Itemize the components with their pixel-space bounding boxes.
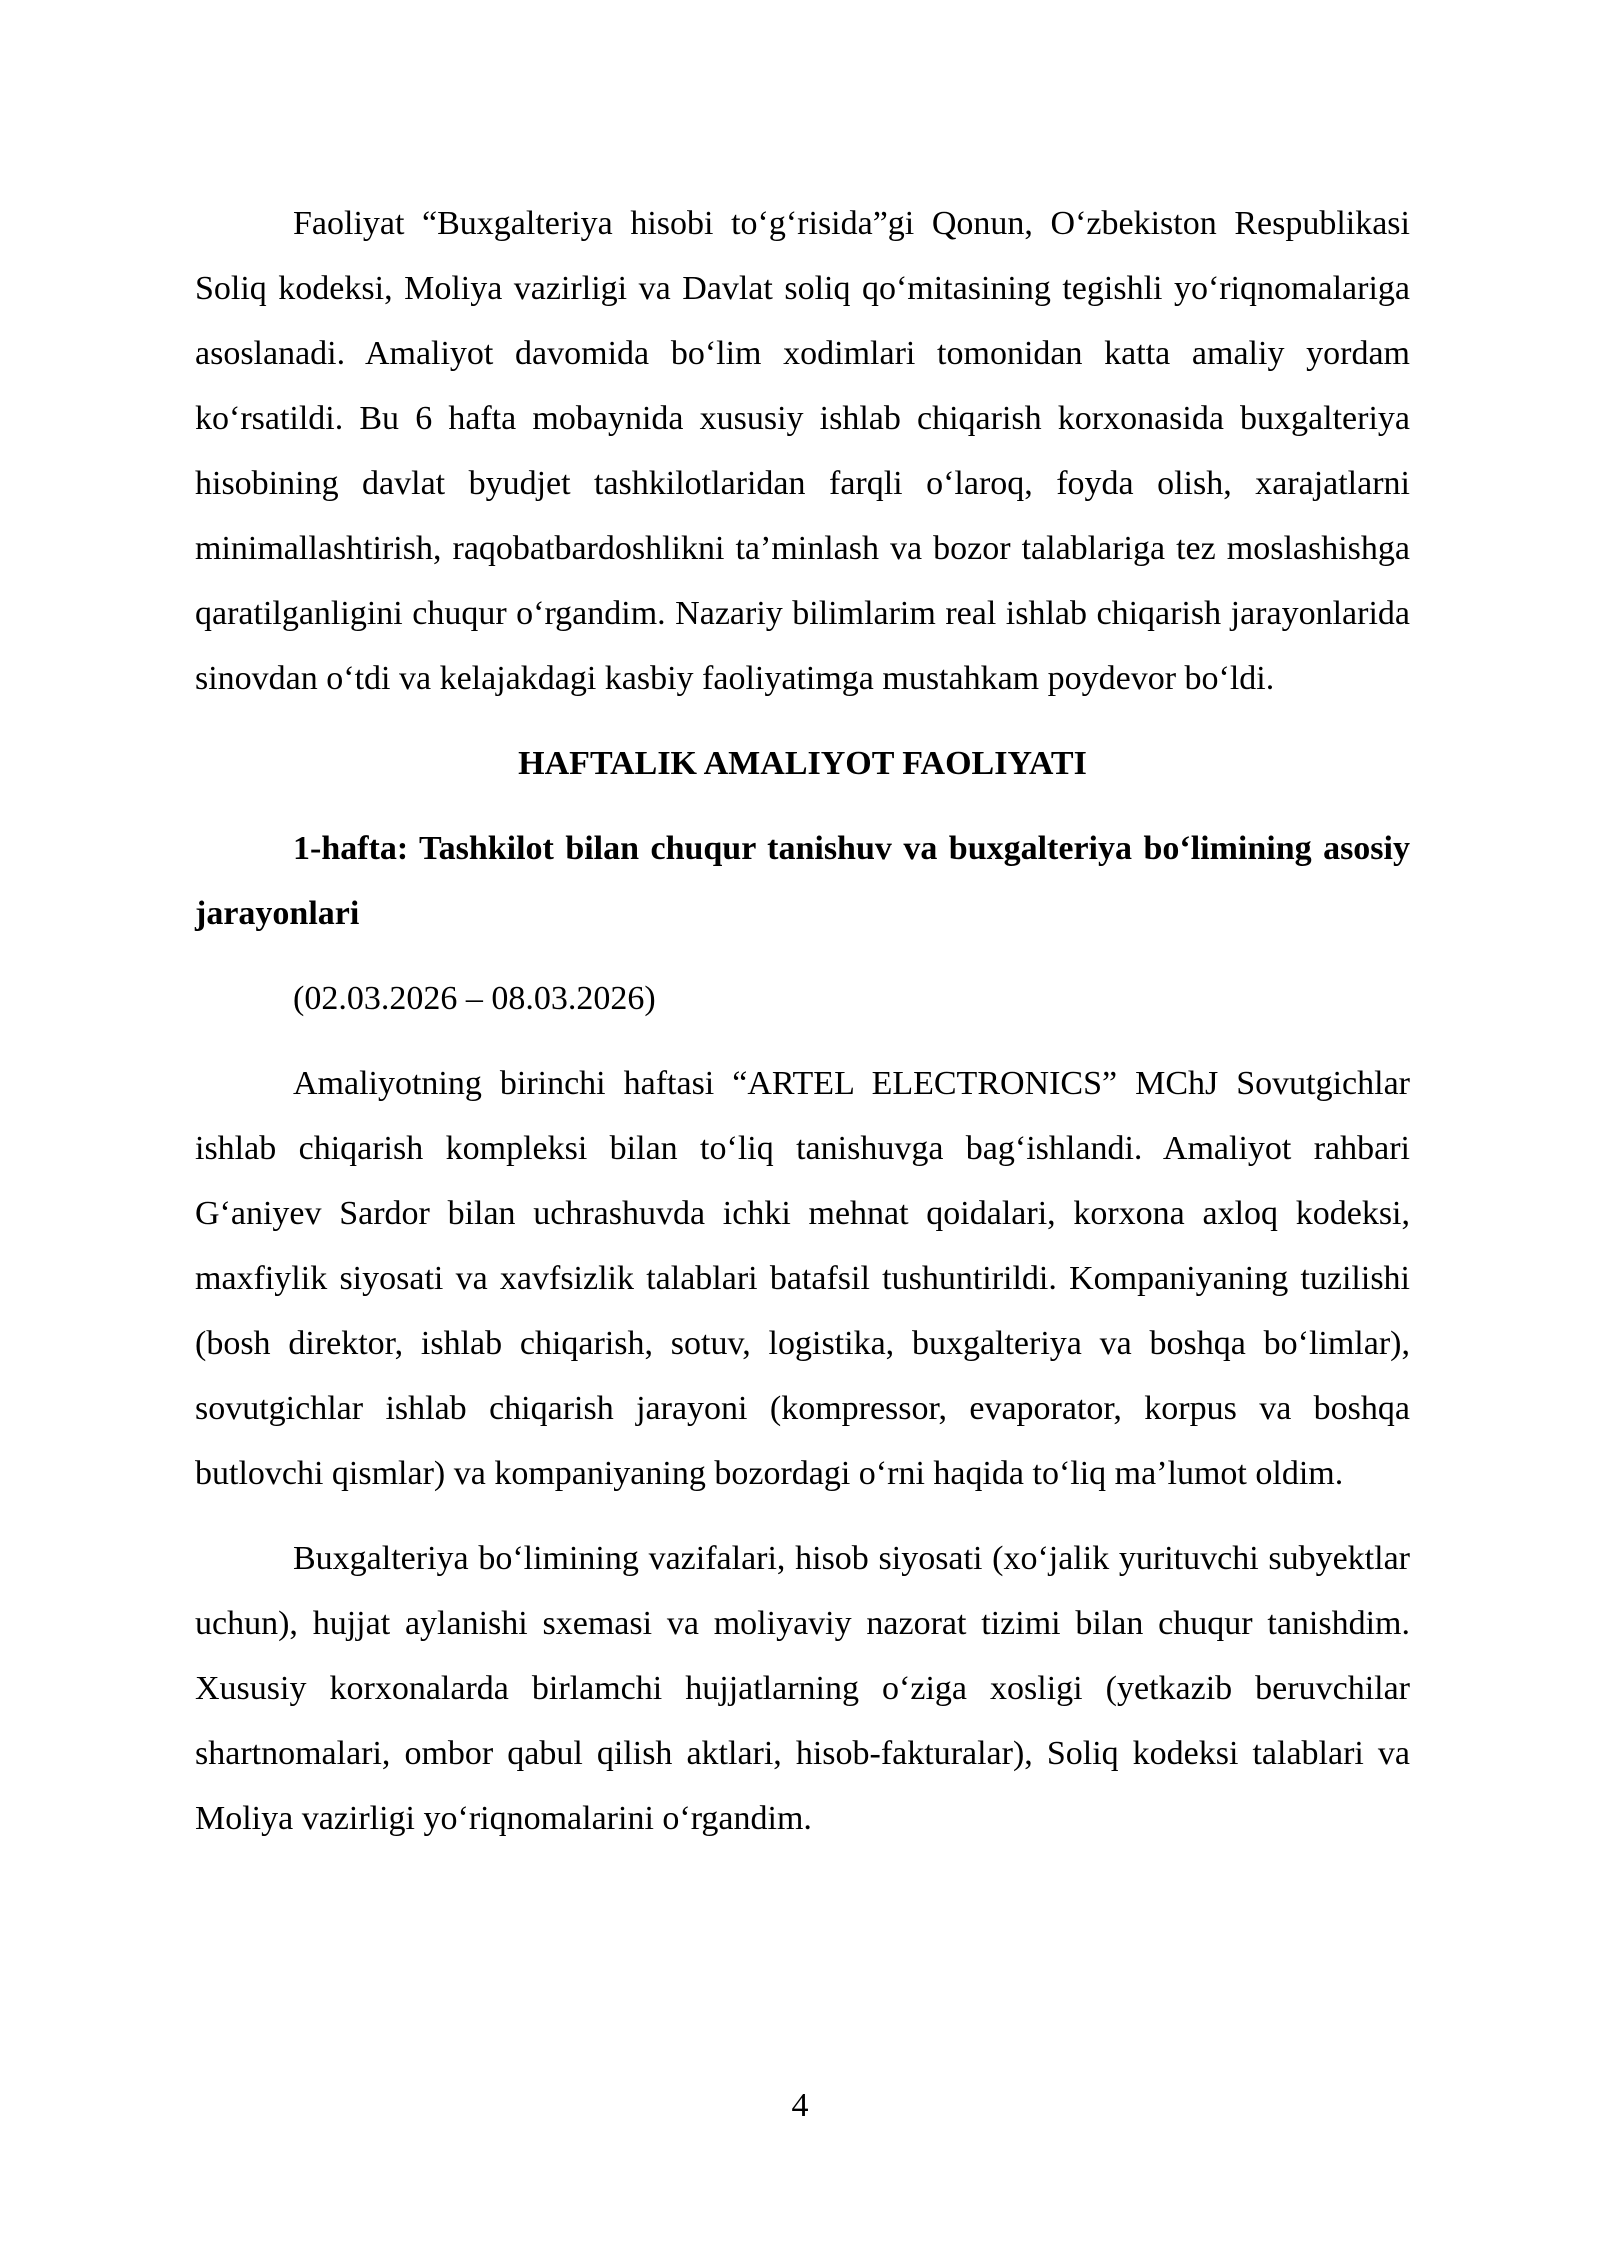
week1-dates: (02.03.2026 – 08.03.2026) xyxy=(293,980,656,1017)
page-content xyxy=(195,191,1410,1851)
page-number: 4 xyxy=(791,2087,809,2124)
section-heading: HAFTALIK AMALIYOT FAOLIYATI xyxy=(518,745,1087,782)
week1-paragraph-2: Buxgalteriya bo‘limining vazifalari, hisob siyosati (xo‘jalik yurituvchi subyektlar uchun), hujjat aylanishi sxemasi va moliyaviy nazorat tizimi bilan chuqur tanishdim. Xususiy korxonalarda birlamchi hujjatlarning o‘ziga xosligi (yetkazib beruvchilar shartnomalari, ombor qabul qilish aktlari, hisob-fakturalar), Soliq kodeksi talablari va Moliya vazirligi yo‘riqnomalarini o‘rgandim. xyxy=(195,1540,1410,1837)
week1-heading: 1-hafta: Tashkilot bilan chuqur tanishuv va buxgalteriya bo‘limining asosiy jarayonlari xyxy=(195,830,1410,932)
intro-paragraph: Faoliyat “Buxgalteriya hisobi to‘g‘risida”gi Qonun, O‘zbekiston Respublikasi Soliq kodeksi, Moliya vazirligi va Davlat soliq qo‘mitasining tegishli yo‘riqnomalariga asoslanadi. Amaliyot davomida bo‘lim xodimlari tomonidan katta amaliy yordam ko‘rsatildi. Bu 6 hafta mobaynida xususiy ishlab chiqarish korxonasida buxgalteriya hisobining davlat byudjet tashkilotlaridan farqli o‘laroq, foyda olish, xarajatlarni minimallashtirish, raqobatbardoshlikni ta’minlash va bozor talablariga tez moslashishga qaratilganligini chuqur o‘rgandim. Nazariy bilimlarim real ishlab chiqarish jarayonlarida sinovdan o‘tdi va kelajakdagi kasbiy faoliyatimga mustahkam poydevor bo‘ldi. xyxy=(195,205,1410,697)
week1-paragraph-1: Amaliyotning birinchi haftasi “ARTEL ELECTRONICS” MChJ Sovutgichlar ishlab chiqarish kompleksi bilan to‘liq tanishuvga bag‘ishlandi. Amaliyot rahbari G‘aniyev Sardor bilan uchrashuvda ichki mehnat qoidalari, korxona axloq kodeksi, maxfiylik siyosati va xavfsizlik talablari batafsil tushuntirildi. Kompaniyaning tuzilishi (bosh direktor, ishlab chiqarish, sotuv, logistika, buxgalteriya va boshqa bo‘limlar), sovutgichlar ishlab chiqarish jarayoni (kompressor, evaporator, korpus va boshqa butlovchi qismlar) va kompaniyaning bozordagi o‘rni haqida to‘liq ma’lumot oldim. xyxy=(195,1065,1410,1492)
